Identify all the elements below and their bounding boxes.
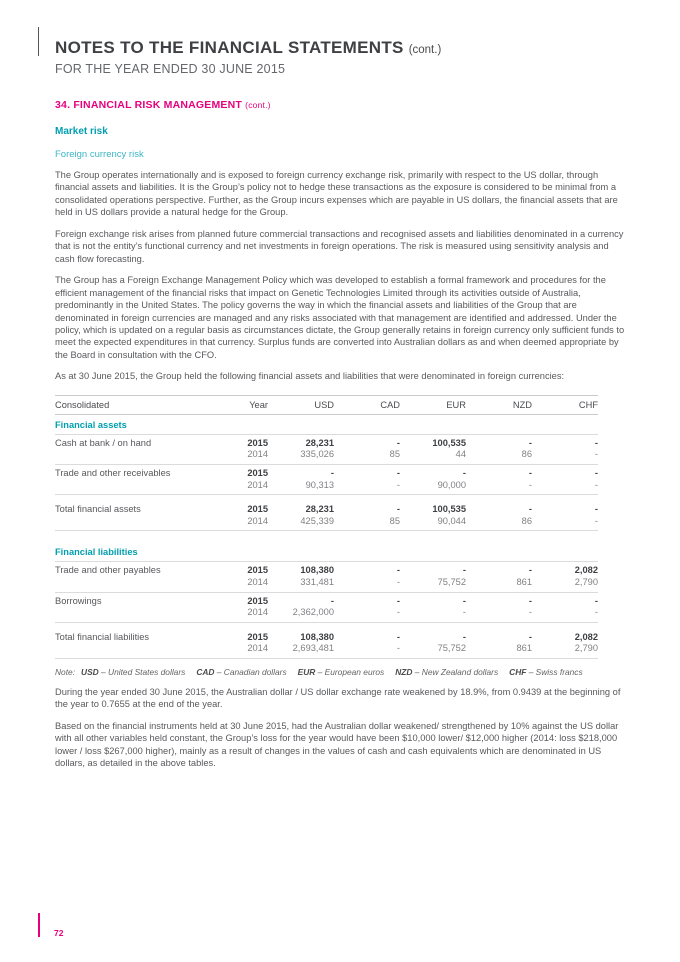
table-cell-usd: 108,380 (300, 631, 334, 642)
table-row-label: Trade and other receivables (55, 467, 171, 478)
table-row-year-2015 (55, 565, 598, 577)
table-cell-cad: - (396, 565, 400, 576)
table-row (55, 593, 598, 623)
section-heading-cont: (cont.) (245, 100, 271, 110)
paragraph-1: The Group operates internationally and is exposed to foreign currency exchange risk, primarily with respect to the US dollar, through financial assets and liabilities. It is the Group’s policy not to hedge these transactions as the exposure is considered to be minimal from a consolidated operations perspective. Further, as the Group incurs expenses which are payable in US dollars, the financial assets that are held in US dollars provide a natural hedge for the Group. (55, 170, 618, 218)
table-cell-chf: 2,790 (574, 643, 598, 654)
table-cell-nzd: - (528, 437, 532, 448)
table-cell-usd: 425,339 (300, 515, 334, 526)
table-cell-nzd: 861 (516, 576, 532, 587)
table-cell-chf: - (594, 607, 598, 618)
note-abbr-usd: USD (81, 666, 99, 677)
table-cell-cad: - (396, 504, 400, 515)
table-cell-nzd: - (528, 565, 532, 576)
page-title-cont: (cont.) (408, 44, 442, 56)
table-cell-usd: 331,481 (300, 576, 334, 587)
table-header-consolidated: Consolidated (55, 399, 110, 410)
table-cell-nzd: - (528, 467, 532, 478)
table-cell-nzd: - (528, 607, 532, 618)
page-title (55, 38, 625, 58)
table-cell-chf: - (594, 437, 598, 448)
note-abbr-cad: CAD (196, 666, 215, 677)
table-cell-cad: 85 (389, 449, 400, 460)
table-cell-usd: 28,231 (305, 504, 334, 515)
table-row-label (55, 577, 220, 589)
note-prefix: Note: (55, 666, 76, 677)
table-cell-cad: - (396, 467, 400, 478)
note-desc-nzd: – New Zealand dollars (414, 666, 499, 677)
foreign-currency-risk-heading: Foreign currency risk (55, 149, 144, 160)
table-row-year-2015 (55, 632, 598, 644)
table-cell-nzd: 86 (521, 449, 532, 460)
table-cell-nzd: - (528, 504, 532, 515)
table-row-label (55, 449, 220, 461)
page-number: 72 (54, 928, 64, 938)
table-cell-cad: - (396, 437, 400, 448)
table-cell-cad: 85 (389, 515, 400, 526)
table-cell-nzd: - (528, 479, 532, 490)
table-row-year-2014 (55, 607, 598, 619)
paragraph-3: The Group has a Foreign Exchange Management Policy which was developed to establish a formal framework and procedures for the efficient management of the financial risks that impact on Genetic Technologies Limited through its activities outside of Australia, predominantly in the United States. The policy governs the way in which the financial assets and liabilities of the Group that are denominated in foreign currencies are managed and any risks associated with that management are identified and addressed. Under the policy, which is updated on a regular basis as circumstances dictate, the Group generally retains in foreign currency only sufficient funds to meet the expected expenditures in that currency. Surplus funds are converted into Australian dollars as and when deemed appropriate by the Board in consultation with the CFO. (55, 275, 625, 360)
table-header-usd: USD (314, 399, 334, 410)
table-note (55, 667, 598, 677)
table-row-label (55, 516, 220, 528)
table-cell-usd: 90,313 (305, 479, 334, 490)
table-header-nzd: NZD (512, 399, 532, 410)
table-row-year-2014 (55, 643, 598, 655)
table-cell-chf: 2,082 (574, 631, 598, 642)
table-cell-usd: - (330, 595, 334, 606)
table-cell-year: 2014 (247, 607, 268, 618)
table-cell-usd: - (330, 467, 334, 478)
foreign-currency-table (55, 395, 598, 677)
table-cell-eur: 75,752 (437, 643, 466, 654)
market-risk-heading: Market risk (55, 126, 108, 137)
table-cell-usd: 28,231 (305, 437, 334, 448)
note-desc-cad: – Canadian dollars (216, 666, 287, 677)
table-cell-year: 2015 (247, 595, 268, 606)
table-cell-year: 2014 (247, 576, 268, 587)
note-desc-usd: – United States dollars (101, 666, 186, 677)
table-row (55, 501, 598, 531)
table-row-label: Total financial assets (55, 504, 141, 515)
top-left-mark (38, 27, 39, 56)
note-desc-chf: – Swiss francs (528, 666, 583, 677)
table-cell-nzd: - (528, 631, 532, 642)
table-cell-nzd: - (528, 595, 532, 606)
table-cell-year: 2014 (247, 449, 268, 460)
table-cell-eur: - (462, 631, 466, 642)
table-cell-year: 2015 (247, 631, 268, 642)
table-row (55, 562, 598, 592)
note-abbr-eur: EUR (297, 666, 316, 677)
table-row (55, 435, 598, 465)
footer-accent-bar (38, 913, 40, 937)
table-row (55, 629, 598, 659)
table-cell-chf: - (594, 449, 598, 460)
table-cell-chf: 2,790 (574, 576, 598, 587)
table-cell-year: 2015 (247, 437, 268, 448)
table-header-eur: EUR (446, 399, 466, 410)
table-header-chf: CHF (578, 399, 598, 410)
table-cell-year: 2014 (247, 643, 268, 654)
table-cell-chf: - (594, 504, 598, 515)
table-row-label (55, 643, 220, 655)
table-cell-usd: 2,362,000 (292, 607, 334, 618)
table-cell-year: 2015 (247, 565, 268, 576)
table-cell-eur: 75,752 (437, 576, 466, 587)
table-row-label: Trade and other payables (55, 565, 161, 576)
table-cell-eur: 44 (455, 449, 466, 460)
table-row-year-2014 (55, 577, 598, 589)
table-cell-cad: - (396, 576, 400, 587)
table-cell-eur: 90,044 (437, 515, 466, 526)
table-body (55, 415, 598, 659)
table-row-year-2015 (55, 438, 598, 450)
table-row-year-2014 (55, 449, 598, 461)
table-row-label: Total financial liabilities (55, 631, 150, 642)
table-cell-year: 2014 (247, 515, 268, 526)
table-cell-cad: - (396, 479, 400, 490)
table-cell-eur: - (462, 595, 466, 606)
table-cell-usd: 2,693,481 (292, 643, 334, 654)
table-row-label (55, 480, 220, 492)
table-cell-eur: - (462, 607, 466, 618)
table-cell-cad: - (396, 631, 400, 642)
table-cell-year: 2015 (247, 504, 268, 515)
table-cell-chf: 2,082 (574, 565, 598, 576)
table-cell-year: 2014 (247, 479, 268, 490)
table-cell-nzd: 861 (516, 643, 532, 654)
note-abbr-nzd: NZD (395, 666, 413, 677)
table-row-year-2014 (55, 480, 598, 492)
note-abbr-chf: CHF (509, 666, 527, 677)
table-row-label: Cash at bank / on hand (55, 437, 152, 448)
paragraph-5: During the year ended 30 June 2015, the Australian dollar / US dollar exchange rate weakened by 18.9%, from 0.9439 at the beginning of the year to 0.7655 at the end of the year. (55, 686, 621, 710)
table-cell-chf: - (594, 467, 598, 478)
table-cell-chf: - (594, 515, 598, 526)
table-row-label (55, 607, 220, 619)
page-subtitle: FOR THE YEAR ENDED 30 JUNE 2015 (55, 62, 286, 76)
table-header-row (55, 395, 598, 415)
paragraph-6: Based on the financial instruments held at 30 June 2015, had the Australian dollar weakened/ strengthened by 10% against the US dollar with all other variables held constant, the Group’s loss for the year would have been $10,000 lower/ $12,000 higher (2014: loss $218,000 lower / loss $267,000 higher), mainly as a result of changes in the values of cash and cash equivalents which are denominated in US dollars, as detailed in the above tables. (55, 720, 619, 769)
table-cell-nzd: 86 (521, 515, 532, 526)
table-row (55, 465, 598, 495)
table-cell-cad: - (396, 595, 400, 606)
note-desc-eur: – European euros (317, 666, 385, 677)
table-section-title: Financial liabilities (55, 542, 598, 562)
paragraph-2: Foreign exchange risk arises from planned future commercial transactions and recognised assets and liabilities denominated in a currency that is not the entity’s functional currency and net investments in foreign operations. The risk is measured using sensitivity analysis and cash flow forecasting. (55, 228, 624, 264)
table-cell-usd: 335,026 (300, 449, 334, 460)
table-header-cad: CAD (380, 399, 400, 410)
table-cell-chf: - (594, 595, 598, 606)
table-cell-usd: 108,380 (300, 565, 334, 576)
table-row-label: Borrowings (55, 595, 102, 606)
table-section-title: Financial assets (55, 415, 598, 435)
table-row-year-2015 (55, 468, 598, 480)
table-cell-eur: 100,535 (432, 504, 466, 515)
table-cell-cad: - (396, 607, 400, 618)
page-content (55, 38, 625, 770)
table-cell-chf: - (594, 479, 598, 490)
table-cell-eur: 100,535 (432, 437, 466, 448)
table-row-year-2014 (55, 516, 598, 528)
table-cell-year: 2015 (247, 467, 268, 478)
table-row-year-2015 (55, 596, 598, 608)
section-heading-text: 34. FINANCIAL RISK MANAGEMENT (55, 99, 243, 111)
paragraph-4: As at 30 June 2015, the Group held the following financial assets and liabilities that were denominated in foreign currencies: (55, 371, 565, 382)
table-header-year: Year (249, 399, 268, 410)
table-row-year-2015 (55, 504, 598, 516)
table-cell-eur: - (462, 565, 466, 576)
table-cell-eur: - (462, 467, 466, 478)
page-title-text: NOTES TO THE FINANCIAL STATEMENTS (55, 38, 404, 57)
table-cell-eur: 90,000 (437, 479, 466, 490)
section-heading (55, 99, 625, 111)
table-cell-cad: - (396, 643, 400, 654)
